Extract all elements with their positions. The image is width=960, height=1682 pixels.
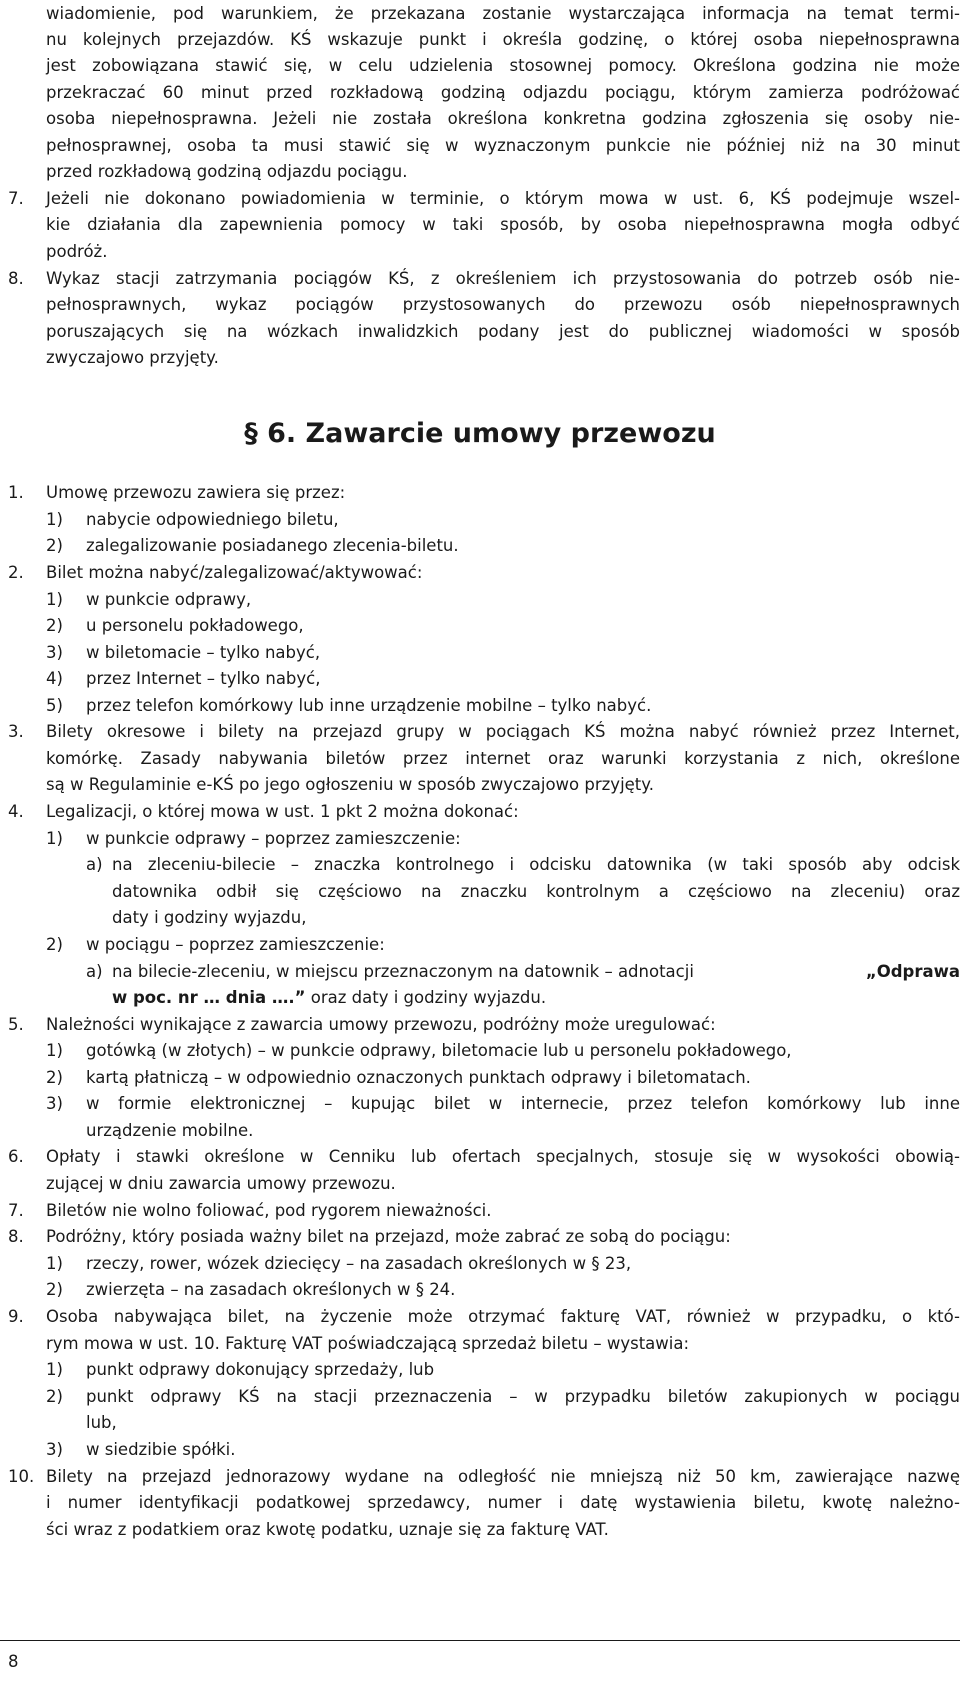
sub-text: w punkcie odprawy, [86,590,252,609]
text-line: Jeżeli nie dokonano powiadomienia w terminie, o którym mowa w ust. 6, KŚ podejmuje wszel- [46,189,960,208]
sub-number: 2) [46,1387,63,1406]
annotation-bold: „Odprawa [865,962,960,981]
sub-number: 2) [46,1068,63,1087]
text-line: zwyczajowo przyjęty. [46,348,219,367]
sub-number: 2) [46,1280,63,1299]
item-number: 7. [8,189,24,208]
item-number: 8. [8,269,24,288]
text-line: jest zobowiązana stawić się, w celu udzielenia stosownej pomocy. Określona godzina nie może [46,56,960,75]
sub-number: 2) [46,536,63,555]
sub-text: w pociągu – poprzez zamieszczenie: [86,935,385,954]
item-number: 2. [8,563,24,582]
item-number: 1. [8,483,24,502]
text-line: Wykaz stacji zatrzymania pociągów KŚ, z określeniem ich przystosowania do potrzeb osób nie- [46,269,960,288]
sub-number: 3) [46,1094,63,1113]
sub-text: punkt odprawy dokonujący sprzedaży, lub [86,1360,435,1379]
item-number: 4. [8,802,24,821]
sub-number: 1) [46,1360,63,1379]
sub-number: 3) [46,1440,63,1459]
sub-number: 1) [46,1254,63,1273]
sub-number: 2) [46,616,63,635]
text-line: nu kolejnych przejazdów. KŚ wskazuje punkt i określa godzinę, o której osoba niepełnosprawna [46,30,960,49]
item-text: Podróżny, który posiada ważny bilet na przejazd, może zabrać ze sobą do pociągu: [46,1227,731,1246]
item-text: Bilet można nabyć/zalegalizować/aktywować: [46,563,423,582]
text-line [112,984,960,1013]
annotation-text: oraz daty i godziny wyjazdu. [305,988,547,1007]
text-line: daty i godziny wyjazdu, [112,908,307,927]
text-line: przekraczać 60 minut przed rozkładową godziną odjazdu pociągu, którym zamierza podróżować [46,83,960,102]
sub-text: u personelu pokładowego, [86,616,304,635]
annotation-bold: w poc. nr … dnia ….” [112,988,306,1007]
sub-number: 1) [46,829,63,848]
item-number: 6. [8,1147,24,1166]
item-text: Legalizacji, o której mowa w ust. 1 pkt 2 można dokonać: [46,802,519,821]
text-line [112,958,960,987]
sub-number: 1) [46,1041,63,1060]
text-line: zującej w dniu zawarcia umowy przewozu. [46,1174,396,1193]
sub-text: kartą płatniczą – w odpowiednio oznaczonych punktach odprawy i biletomatach. [86,1068,751,1087]
sub-number: 2) [46,935,63,954]
sub-number: 1) [46,590,63,609]
item-text: Należności wynikające z zawarcia umowy przewozu, podróżny może uregulować: [46,1015,716,1034]
text-line: podróż. [46,242,108,261]
sub-letter: a) [86,855,103,874]
sub-text: zwierzęta – na zasadach określonych w § 24. [86,1280,456,1299]
text-line: pełnosprawnej, osoba ta musi stawić się w wyznaczonym punkcie nie później niż na 30 minut [46,136,960,155]
text-line: ści wraz z podatkiem oraz kwotę podatku, uznaje się za fakturę VAT. [46,1520,609,1539]
item-number: 3. [8,722,24,741]
text-line: poruszających się na wózkach inwalidzkich podany jest do publicznej wiadomości w sposób [46,322,960,341]
sub-text: w siedzibie spółki. [86,1440,236,1459]
item-text: Umowę przewozu zawiera się przez: [46,483,346,502]
sub-text: w biletomacie – tylko nabyć, [86,643,321,662]
sub-text: w punkcie odprawy – poprzez zamieszczenie: [86,829,461,848]
text-line: osoba niepełnosprawna. Jeżeli nie została określona konkretna godzina zgłoszenia się osoby nie- [46,109,960,128]
text-line: kie działania dla zapewnienia pomocy w taki sposób, by osoba niepełnosprawna mogła odbyć [46,215,960,234]
text-line: są w Regulaminie e-KŚ po jego ogłoszeniu w sposób zwyczajowo przyjęty. [46,775,654,794]
item-number: 9. [8,1307,24,1326]
annotation-text: na bilecie-zleceniu, w miejscu przeznaczonym na datownik – adnotacji [112,962,694,981]
sub-text: zalegalizowanie posiadanego zlecenia-biletu. [86,536,459,555]
text-line: datownika odbił się częściowo na znaczku kontrolnym a częściowo na zleceniu) oraz [112,882,960,901]
sub-text: przez telefon komórkowy lub inne urządzenie mobilne – tylko nabyć. [86,696,652,715]
sub-text: lub, [86,1413,117,1432]
text-line: na zleceniu-bilecie – znaczka kontrolnego i odcisku datownika (w taki sposób aby odcisk [112,855,960,874]
sub-text: punkt odprawy KŚ na stacji przeznaczenia – w przypadku biletów zakupionych w pociągu [86,1387,960,1406]
text-line: Bilety okresowe i bilety na przejazd grupy w pociągach KŚ można nabyć również przez Internet, [46,722,960,741]
sub-number: 4) [46,669,63,688]
sub-text: przez Internet – tylko nabyć, [86,669,321,688]
footer-divider [0,1640,960,1641]
sub-text: nabycie odpowiedniego biletu, [86,510,339,529]
item-number: 5. [8,1015,24,1034]
item-number: 10. [8,1467,35,1486]
text-line: Osoba nabywająca bilet, na życzenie może otrzymać fakturę VAT, również w przypadku, o któ- [46,1307,960,1326]
text-line: komórkę. Zasady nabywania biletów przez internet oraz warunki korzystania z nich, określone [46,749,960,768]
item-number: 8. [8,1227,24,1246]
sub-number: 1) [46,510,63,529]
text-line: i numer identyfikacji podatkowej sprzedawcy, numer i datę wystawienia biletu, kwotę należno- [46,1493,960,1512]
sub-number: 3) [46,643,63,662]
text-line: Opłaty i stawki określone w Cenniku lub ofertach specjalnych, stosuje się w wysokości obowią- [46,1147,960,1166]
text-line: Bilety na przejazd jednorazowy wydane na odległość nie mniejszą niż 50 km, zawierające nazwę [46,1467,960,1486]
sub-letter: a) [86,962,103,981]
page-number: 8 [8,1652,19,1671]
text-line: pełnosprawnych, wykaz pociągów przystosowanych do przewozu osób niepełnosprawnych [46,295,960,314]
sub-text: gotówką (w złotych) – w punkcie odprawy, biletomacie lub u personelu pokładowego, [86,1041,792,1060]
sub-text: rzeczy, rower, wózek dziecięcy – na zasadach określonych w § 23, [86,1254,632,1273]
item-text: Biletów nie wolno foliować, pod rygorem nieważności. [46,1201,492,1220]
text-line: wiadomienie, pod warunkiem, że przekazana zostanie wystarczająca informacja na temat termi- [46,4,960,23]
item-number: 7. [8,1201,24,1220]
sub-text: w formie elektronicznej – kupując bilet w internecie, przez telefon komórkowy lub inne [86,1094,960,1113]
sub-number: 5) [46,696,63,715]
sub-text: urządzenie mobilne. [86,1121,254,1140]
text-line: rym mowa w ust. 10. Fakturę VAT poświadczającą sprzedaż biletu – wystawia: [46,1334,690,1353]
section-heading: § 6. Zawarcie umowy przewozu [244,418,716,449]
text-line: przed rozkładową godziną odjazdu pociągu. [46,162,408,181]
